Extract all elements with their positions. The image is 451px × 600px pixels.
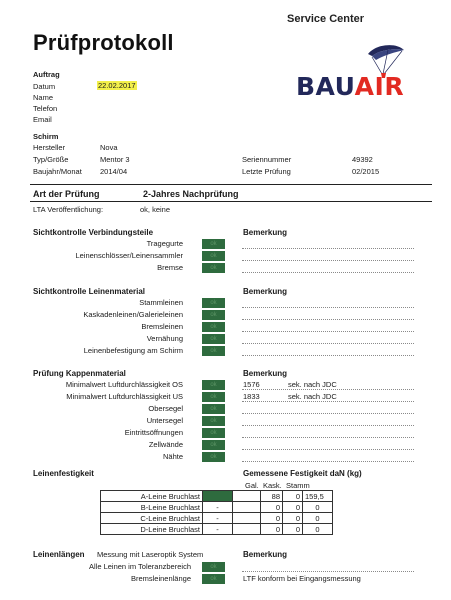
- laengen-item: Alle Leinen im Toleranzbereich: [88, 562, 191, 571]
- kappe-item: Untersegel: [146, 416, 183, 425]
- remark-line: [242, 272, 414, 273]
- leinenmaterial-bemerkung-heading: Bemerkung: [243, 287, 288, 296]
- remark-line: [242, 401, 414, 402]
- festigkeit-table: [100, 490, 333, 535]
- telefon-label: Telefon: [33, 104, 58, 113]
- ok-cell: ok: [202, 416, 225, 426]
- festigkeit-measured-heading: Gemessene Festigkeit daN (kg): [243, 469, 362, 478]
- ok-cell: ok: [202, 380, 225, 390]
- baujahr-value: 2014/04: [100, 167, 128, 176]
- ok-cell: ok: [202, 263, 225, 273]
- name-label: Name: [33, 93, 54, 102]
- row-label: B-Leine Bruchlast: [101, 502, 203, 513]
- ok-cell: ok: [202, 574, 225, 584]
- kappe-remark-us-unit: sek. nach JDC: [288, 392, 337, 401]
- col-gal: Gal.: [245, 481, 259, 490]
- typ-label: Typ/Größe: [33, 155, 69, 164]
- laengen-method: Messung mit Laseroptik System: [97, 550, 204, 559]
- ok-cell: ok: [202, 251, 225, 261]
- hersteller-label: Hersteller: [33, 143, 66, 152]
- leinenmaterial-item: Kaskadenleinen/Galerieleinen: [83, 310, 183, 319]
- kappe-item: Zellwände: [148, 440, 183, 449]
- table-row: [101, 524, 333, 535]
- remark-line: [242, 343, 414, 344]
- datum-value: 22.02.2017: [98, 81, 136, 90]
- remark-line: [242, 331, 414, 332]
- ok-cell: ok: [202, 239, 225, 249]
- kappe-remark-us: 1833: [243, 392, 260, 401]
- cell-kask: 0: [283, 491, 303, 502]
- ok-cell: ok: [202, 322, 225, 332]
- verbindung-item: Bremse: [157, 263, 183, 272]
- leinenmaterial-heading: Sichtkontrolle Leinenmaterial: [33, 287, 146, 296]
- cell-kask: 0: [283, 524, 303, 535]
- laengen-heading: Leinenlängen: [33, 550, 85, 559]
- cell-stamm: 0: [303, 513, 333, 524]
- empty-cell: [233, 502, 261, 513]
- ok-cell: ok: [202, 404, 225, 414]
- cell-stamm: 159,5: [303, 491, 333, 502]
- hersteller-value: Nova: [100, 143, 118, 152]
- service-center-label: Service Center: [287, 13, 365, 25]
- ok-cell: ok: [202, 298, 225, 308]
- cell-kask: 0: [283, 502, 303, 513]
- lta-value: ok, keine: [140, 205, 171, 214]
- cell-gal: 88: [261, 491, 283, 502]
- cell-gal: 0: [261, 502, 283, 513]
- ok-cell: ok: [202, 310, 225, 320]
- cell-stamm: 0: [303, 502, 333, 513]
- bauair-logo: [296, 40, 416, 101]
- lta-label: LTA Veröffentlichung:: [33, 205, 104, 214]
- ok-cell: ok: [202, 562, 225, 572]
- logo-air: AIR: [354, 72, 405, 101]
- cell-stamm: 0: [303, 524, 333, 535]
- leinenmaterial-item: Stammleinen: [139, 298, 183, 307]
- cell-kask: 0: [283, 513, 303, 524]
- divider-bottom: [30, 201, 432, 202]
- row-dash: -: [203, 524, 233, 535]
- table-row: [101, 491, 333, 502]
- leinenmaterial-item: Vernähung: [146, 334, 183, 343]
- kappe-remark-os-unit: sek. nach JDC: [288, 380, 337, 389]
- ok-cell: ok: [202, 392, 225, 402]
- ok-cell-dark: [203, 491, 233, 502]
- verbindung-bemerkung-heading: Bemerkung: [243, 228, 288, 237]
- typ-value: Mentor 3: [100, 155, 130, 164]
- laengen-remark: LTF konform bei Eingangsmessung: [243, 574, 361, 583]
- row-dash: -: [203, 513, 233, 524]
- row-dash: -: [203, 502, 233, 513]
- verbindung-item: Tragegurte: [146, 239, 183, 248]
- kappe-item: Minimalwert Luftdurchlässigkeit US: [66, 392, 183, 401]
- logo-bau: BAU: [296, 72, 355, 101]
- kappe-item: Nähte: [162, 452, 183, 461]
- kappe-bemerkung-heading: Bemerkung: [243, 369, 288, 378]
- empty-cell: [233, 524, 261, 535]
- kappe-heading: Prüfung Kappenmaterial: [33, 369, 126, 378]
- festigkeit-heading: Leinenfestigkeit: [33, 469, 94, 478]
- remark-line: [242, 413, 414, 414]
- remark-line: [242, 425, 414, 426]
- logo-wordmark: [296, 72, 404, 101]
- row-label: C-Leine Bruchlast: [101, 513, 203, 524]
- remark-line: [242, 461, 414, 462]
- cell-gal: 0: [261, 513, 283, 524]
- remark-line: [242, 248, 414, 249]
- baujahr-label: Baujahr/Monat: [33, 167, 82, 176]
- table-row: [101, 502, 333, 513]
- divider-top: [30, 184, 432, 185]
- kappe-remark-os: 1576: [243, 380, 260, 389]
- seriennummer-value: 49392: [352, 155, 373, 164]
- row-dash: [233, 491, 261, 502]
- page-title: Prüfprotokoll: [33, 30, 174, 55]
- empty-cell: [233, 513, 261, 524]
- row-label: D-Leine Bruchlast: [101, 524, 203, 535]
- remark-line: [242, 389, 414, 390]
- laengen-item: Bremsleinenlänge: [130, 574, 191, 583]
- laengen-bemerkung-heading: Bemerkung: [243, 550, 288, 559]
- leinenmaterial-item: Bremsleinen: [141, 322, 183, 331]
- remark-line: [242, 355, 414, 356]
- art-value: 2-Jahres Nachprüfung: [143, 189, 239, 199]
- remark-line: [242, 260, 414, 261]
- letzte-pruefung-value: 02/2015: [352, 167, 380, 176]
- remark-line: [242, 307, 414, 308]
- datum-label: Datum: [33, 82, 56, 91]
- letzte-pruefung-label: Letzte Prüfung: [242, 167, 291, 176]
- art-label: Art der Prüfung: [33, 189, 100, 199]
- remark-line: [242, 319, 414, 320]
- remark-line: [242, 437, 414, 438]
- ok-cell: ok: [202, 428, 225, 438]
- leinenmaterial-item: Leinenbefestigung am Schirm: [83, 346, 183, 355]
- kappe-item: Eintrittsöffnungen: [124, 428, 183, 437]
- col-stamm: Stamm: [286, 481, 310, 490]
- table-row: [101, 513, 333, 524]
- verbindung-item: Leinenschlösser/Leinensammler: [75, 251, 183, 260]
- ok-cell: ok: [202, 452, 225, 462]
- verbindung-heading: Sichtkontrolle Verbindungsteile: [33, 228, 154, 237]
- remark-line: [242, 449, 414, 450]
- schirm-heading: Schirm: [33, 132, 59, 141]
- kappe-item: Minimalwert Luftdurchlässigkeit OS: [65, 380, 183, 389]
- cell-gal: 0: [261, 524, 283, 535]
- row-label: A-Leine Bruchlast: [101, 491, 203, 502]
- ok-cell: ok: [202, 334, 225, 344]
- auftrag-heading: Auftrag: [33, 70, 60, 79]
- kappe-item: Obersegel: [148, 404, 183, 413]
- remark-line: [242, 571, 414, 572]
- seriennummer-label: Seriennummer: [242, 155, 292, 164]
- col-kask: Kask.: [263, 481, 282, 490]
- ok-cell: ok: [202, 440, 225, 450]
- ok-cell: ok: [202, 346, 225, 356]
- email-label: Email: [33, 115, 52, 124]
